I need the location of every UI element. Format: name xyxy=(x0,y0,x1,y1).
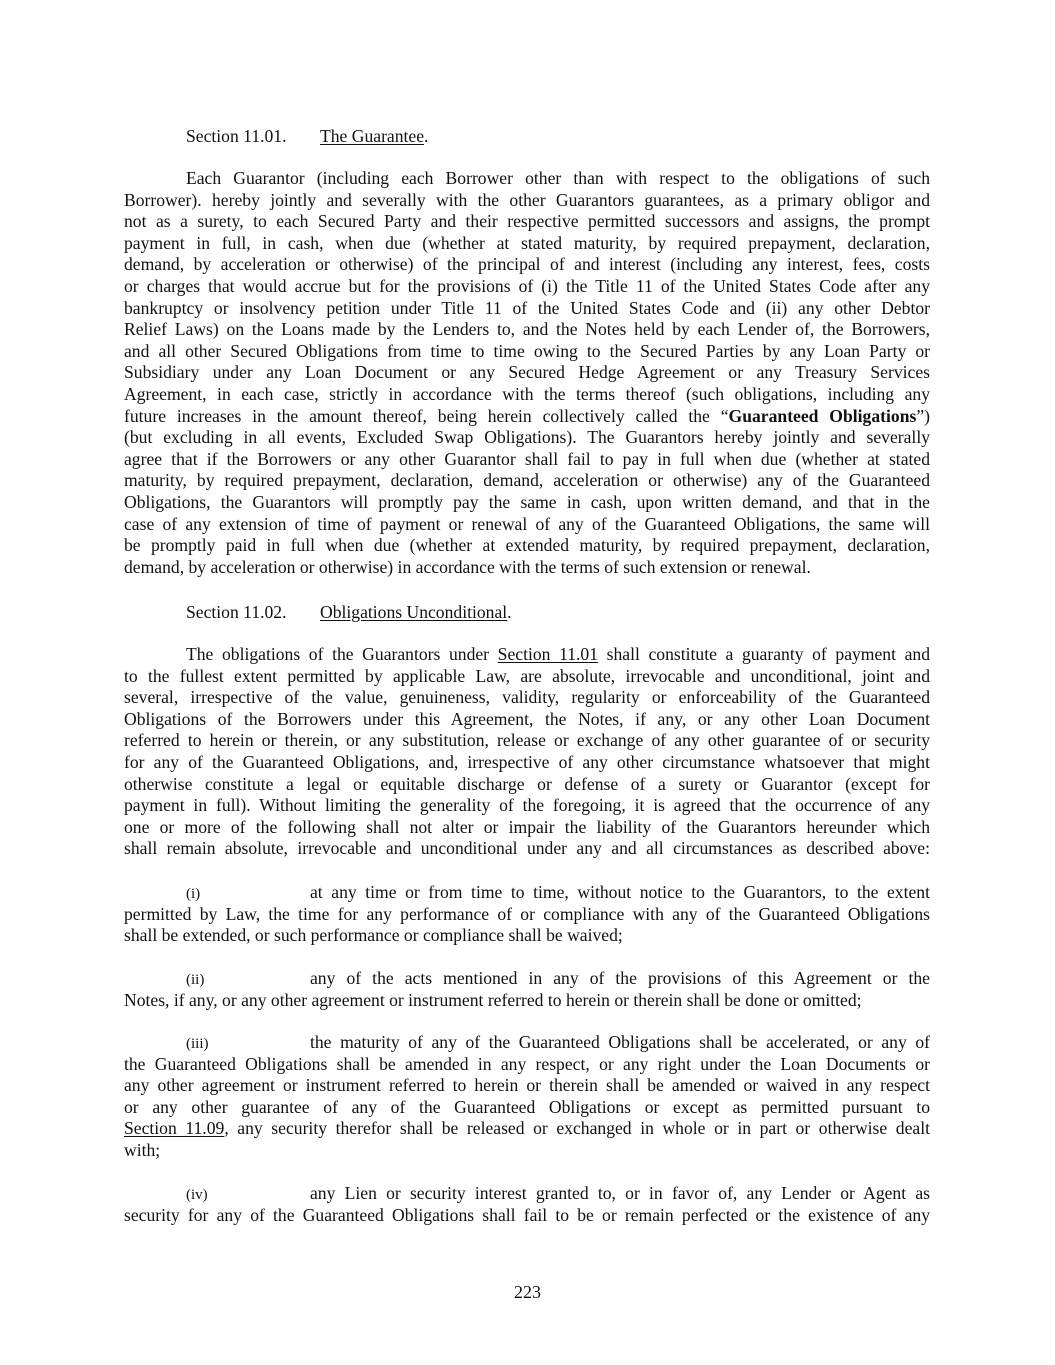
text-line: maturity, by required prepayment, declaration, demand, acceleration or otherwise) any of the Guaranteed xyxy=(124,470,930,491)
text-line: or any other guarantee of any of the Guaranteed Obligations or except as permitted pursuant to xyxy=(124,1096,930,1117)
text-line: shall be extended, or such performance or compliance shall be waived; xyxy=(124,925,623,946)
list-item-ii xyxy=(124,968,930,1011)
obligations-paragraph xyxy=(124,644,930,860)
text-line: Obligations of the Borrowers under this Agreement, the Notes, if any, or any other Loan Document xyxy=(124,708,930,729)
text-line: demand, by acceleration or otherwise) of the principal of and interest (including any interest, fees, costs xyxy=(124,254,930,275)
page-number: 223 xyxy=(514,1282,541,1302)
text-line: bankruptcy or insolvency petition under Title 11 of the United States Code and (ii) any other Debtor xyxy=(124,297,930,318)
text-line: Subsidiary under any Loan Document or any Secured Hedge Agreement or any Treasury Services xyxy=(124,362,930,383)
item-label: (i) xyxy=(186,886,201,902)
item-label: (iv) xyxy=(186,1187,208,1203)
section-number: Section 11.02. xyxy=(186,602,287,622)
text-line: several, irrespective of the value, genuineness, validity, regularity or enforceability of the Guaranteed xyxy=(124,687,930,708)
text-line: agree that if the Borrowers or any other Guarantor shall fail to pay in full when due (whether at stated xyxy=(124,448,930,469)
guarantee-paragraph xyxy=(124,168,930,578)
list-item-i xyxy=(124,882,930,947)
text-line: one or more of the following shall not alter or impair the liability of the Guarantors hereunder which xyxy=(124,816,930,837)
text-line: Borrower). hereby jointly and severally with the other Guarantors guarantees, as a primary obligor and xyxy=(124,189,930,210)
text-line: shall remain absolute, irrevocable and unconditional under any and all circumstances as described above: xyxy=(124,838,930,859)
text-line: Obligations, the Guarantors will promptly pay the same in cash, upon written demand, and that in the xyxy=(124,491,930,512)
text-line: with; xyxy=(124,1139,161,1160)
list-item-iii xyxy=(124,1032,930,1162)
text-line: the Guaranteed Obligations shall be amended in any respect, or any right under the Loan Documents or xyxy=(124,1053,930,1074)
text-line: Section 11.09, any security therefor shall be released or exchanged in whole or in part or otherwise dealt xyxy=(124,1118,930,1139)
text-line: Relief Laws) on the Loans made by the Lenders to, and the Notes held by each Lender of, the Borrowers, xyxy=(124,319,930,340)
text-line: permitted by Law, the time for any performance of or compliance with any of the Guaranteed Obligations xyxy=(124,903,930,924)
item-label: (iii) xyxy=(186,1036,209,1052)
defined-term-line: future increases in the amount thereof, being herein collectively called the “Guaranteed Obligations”) xyxy=(124,405,930,426)
item-label: (ii) xyxy=(186,972,205,988)
section-11-01-link[interactable]: Section 11.01 xyxy=(497,644,599,664)
text-line: demand, by acceleration or otherwise) in accordance with the terms of such extension or renewal. xyxy=(124,556,811,577)
text-line: (iv) any Lien or security interest granted to, or in favor of, any Lender or Agent as xyxy=(124,1183,930,1205)
text-line: (but excluding in all events, Excluded Swap Obligations). The Guarantors hereby jointly and severally xyxy=(124,427,930,448)
section-title: Obligations Unconditional xyxy=(320,602,508,622)
text-line: otherwise constitute a legal or equitable discharge or defense of a surety or Guarantor (except for xyxy=(124,773,930,794)
section-11-09-link[interactable]: Section 11.09 xyxy=(124,1118,225,1139)
text-line: (i) at any time or from time to time, without notice to the Guarantors, to the extent xyxy=(124,882,930,904)
text-line: security for any of the Guaranteed Obligations shall fail to be or remain perfected or the existence of any xyxy=(124,1204,930,1225)
list-item-iv xyxy=(124,1183,930,1226)
text-line: Agreement, in each case, strictly in accordance with the terms thereof (such obligations, including any xyxy=(124,383,930,404)
text-line: payment in full). Without limiting the generality of the foregoing, it is agreed that the occurrence of any xyxy=(124,795,930,816)
defined-term: Guaranteed Obligations xyxy=(728,405,917,426)
text-line: referred to herein or therein, or any substitution, release or exchange of any other guarantee of or security xyxy=(124,730,930,751)
section-heading-11-01: Section 11.01. The Guarantee. xyxy=(186,126,429,146)
section-heading-11-02: Section 11.02. Obligations Unconditional. xyxy=(186,602,512,622)
section-title: The Guarantee xyxy=(320,126,425,146)
text-line: (ii) any of the acts mentioned in any of the provisions of this Agreement or the xyxy=(124,968,930,990)
text-line: for any of the Guaranteed Obligations, and, irrespective of any other circumstance whatsoever that might xyxy=(124,751,930,772)
text-line: Notes, if any, or any other agreement or instrument referred to herein or therein shall be done or omitted; xyxy=(124,989,862,1010)
section-number: Section 11.01. xyxy=(186,126,287,146)
text-line: payment in full, in cash, when due (whether at stated maturity, by required prepayment, declaration, xyxy=(124,232,930,253)
text-line: (iii) the maturity of any of the Guaranteed Obligations shall be accelerated, or any of xyxy=(124,1032,930,1054)
text-line: any other agreement or instrument referred to herein or therein shall be amended or waived in any respect xyxy=(124,1075,930,1096)
text-line: Each Guarantor (including each Borrower other than with respect to the obligations of such xyxy=(186,168,930,188)
text-line: to the fullest extent permitted by applicable Law, are absolute, irrevocable and unconditional, joint and xyxy=(124,665,930,686)
text-line: The obligations of the Guarantors under Section 11.01 shall constitute a guaranty of payment and xyxy=(186,644,931,664)
text-line: and all other Secured Obligations from time to time owing to the Secured Parties by any Loan Party or xyxy=(124,340,930,361)
text-line: case of any extension of time of payment or renewal of any of the Guaranteed Obligations, the same will xyxy=(124,513,930,534)
text-line: or charges that would accrue but for the provisions of (i) the Title 11 of the United States Code after any xyxy=(124,275,930,296)
text-line: not as a surety, to each Secured Party and their respective permitted successors and assigns, the prompt xyxy=(124,211,930,232)
text-line: be promptly paid in full when due (whether at extended maturity, by required prepayment, declaration, xyxy=(124,535,930,556)
